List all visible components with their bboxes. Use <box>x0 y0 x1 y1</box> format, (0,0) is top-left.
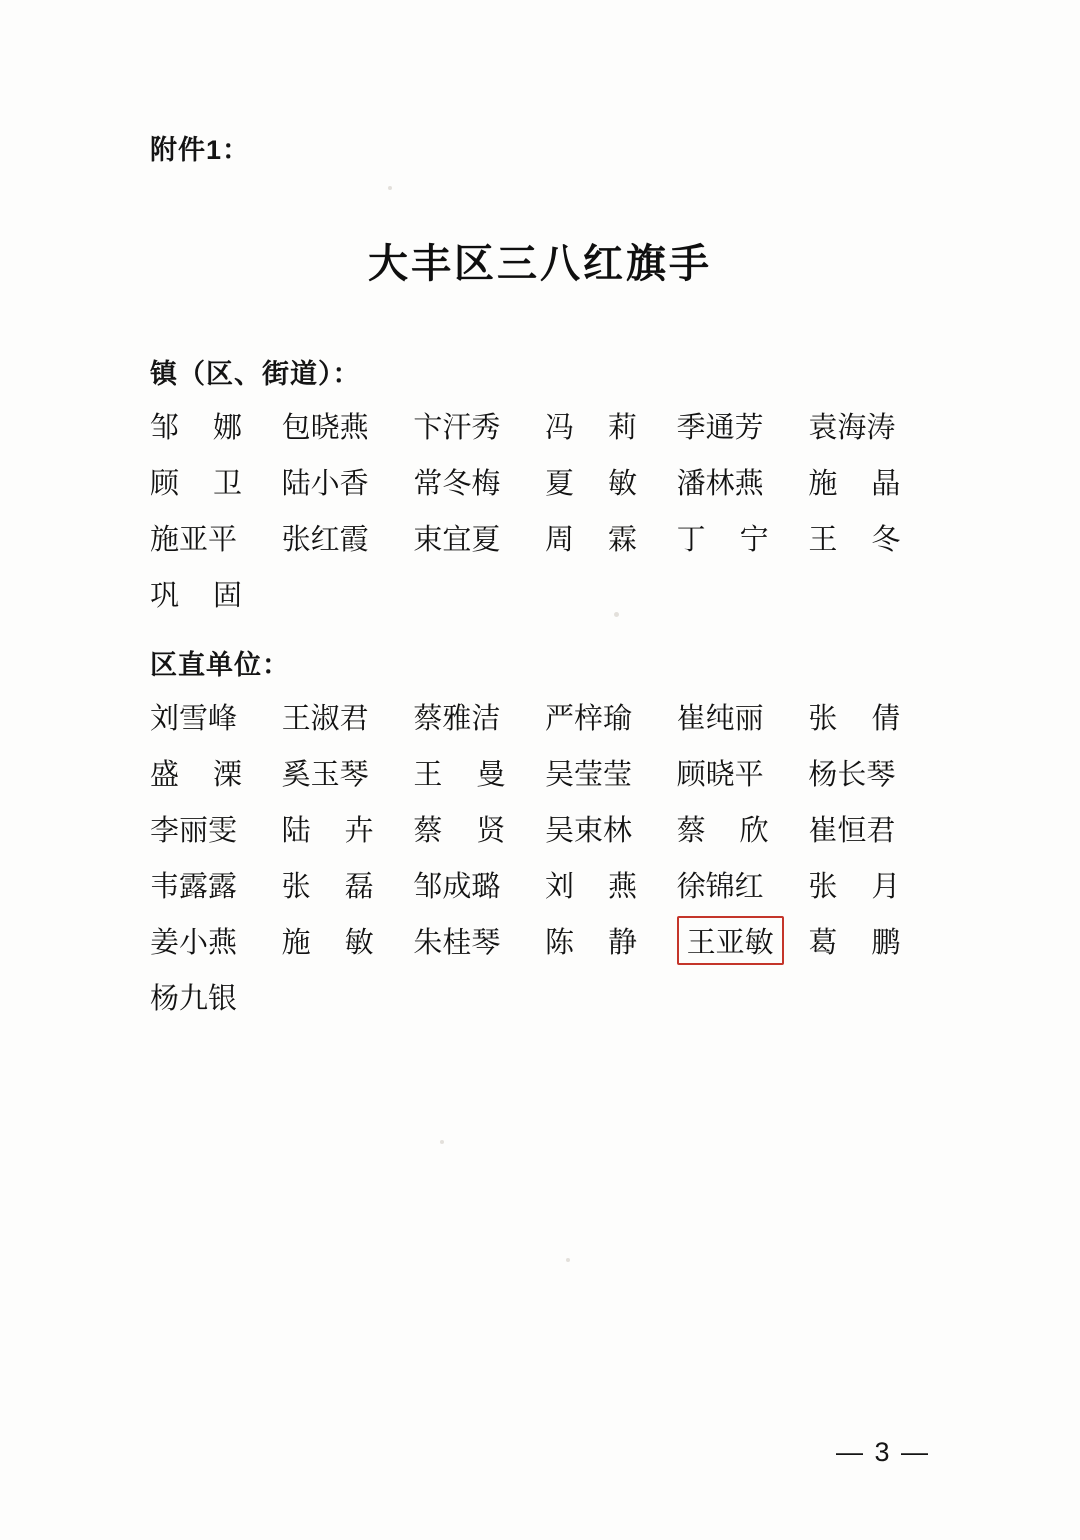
name-cell <box>677 397 809 453</box>
name-text: 吴束林 <box>545 814 633 847</box>
name-text: 杨长琴 <box>808 758 896 791</box>
name-cell <box>150 744 282 800</box>
name-cell <box>677 744 809 800</box>
name-text: 张红霞 <box>281 523 369 556</box>
name-cell <box>545 453 677 509</box>
name-cell <box>150 688 282 744</box>
name-text: 顾 卫 <box>150 467 242 500</box>
name-text: 施亚平 <box>150 523 238 556</box>
name-cell <box>150 912 282 968</box>
name-text: 崔纯丽 <box>676 702 764 735</box>
name-cell <box>413 688 545 744</box>
name-cell <box>545 397 677 453</box>
name-text: 杨九银 <box>150 982 238 1015</box>
name-text: 冯 莉 <box>545 411 637 444</box>
name-cell <box>545 688 677 744</box>
name-text: 蔡雅洁 <box>413 702 501 735</box>
name-text: 顾晓平 <box>676 758 764 791</box>
name-cell <box>282 453 414 509</box>
name-cell <box>808 509 940 565</box>
name-text: 潘林燕 <box>676 467 764 500</box>
name-text: 蔡 欣 <box>676 814 769 847</box>
page-title: 大丰区三八红旗手 <box>368 242 712 286</box>
name-text: 巩 固 <box>150 579 242 612</box>
name-cell <box>545 744 677 800</box>
name-cell <box>150 565 282 621</box>
name-text: 朱桂琴 <box>413 926 501 959</box>
highlighted-name-cell <box>677 912 809 968</box>
name-cell <box>808 744 940 800</box>
name-text: 周 霖 <box>545 523 637 556</box>
name-text: 吴莹莹 <box>545 758 633 791</box>
name-cell <box>677 453 809 509</box>
name-text: 陆 卉 <box>281 814 374 847</box>
name-cell <box>282 688 414 744</box>
name-text: 卞汗秀 <box>413 411 501 444</box>
name-cell <box>282 509 414 565</box>
name-list-container <box>150 352 940 1024</box>
name-text: 王 曼 <box>413 758 506 791</box>
name-text: 邹 娜 <box>150 411 242 444</box>
name-cell <box>282 744 414 800</box>
name-text: 季通芳 <box>676 411 764 444</box>
name-text: 李丽雯 <box>150 814 238 847</box>
section-heading-district-units: 区直单位： <box>150 650 290 680</box>
section-towns <box>150 352 940 621</box>
name-text: 施 晶 <box>808 467 901 500</box>
name-cell <box>808 397 940 453</box>
name-cell <box>677 688 809 744</box>
name-cell <box>808 912 940 968</box>
name-text: 张 倩 <box>808 702 901 735</box>
name-cell <box>545 856 677 912</box>
name-cell <box>282 912 414 968</box>
section-district-units <box>150 643 940 1024</box>
name-text: 崔恒君 <box>808 814 896 847</box>
name-text: 常冬梅 <box>413 467 501 500</box>
name-text: 包晓燕 <box>281 411 369 444</box>
name-cell <box>808 800 940 856</box>
name-text: 严梓瑜 <box>545 702 633 735</box>
name-text: 刘雪峰 <box>150 702 238 735</box>
scan-speck <box>440 1140 444 1144</box>
name-cell <box>282 800 414 856</box>
name-text: 丁 宁 <box>676 523 769 556</box>
attachment-label: 附件1： <box>150 135 251 165</box>
name-cell <box>282 856 414 912</box>
name-text: 陆小香 <box>281 467 369 500</box>
name-text: 施 敏 <box>281 926 374 959</box>
name-text: 徐锦红 <box>676 870 764 903</box>
name-cell <box>150 800 282 856</box>
name-cell <box>150 509 282 565</box>
name-text: 蔡 贤 <box>413 814 506 847</box>
scan-speck <box>566 1258 570 1262</box>
name-cell <box>413 744 545 800</box>
name-cell <box>413 800 545 856</box>
name-grid-district-units <box>150 688 940 1024</box>
name-cell <box>150 968 282 1024</box>
name-cell <box>150 397 282 453</box>
name-text: 盛 溧 <box>150 758 242 791</box>
name-cell <box>413 509 545 565</box>
name-text: 夏 敏 <box>545 467 637 500</box>
name-cell <box>677 509 809 565</box>
name-cell <box>413 912 545 968</box>
name-cell <box>808 688 940 744</box>
name-cell <box>677 800 809 856</box>
name-cell <box>413 856 545 912</box>
name-grid-towns <box>150 397 940 621</box>
name-text: 葛 鹏 <box>808 926 901 959</box>
name-cell <box>282 397 414 453</box>
page-number: — 3 — <box>835 1437 930 1467</box>
name-cell <box>545 912 677 968</box>
name-cell <box>545 509 677 565</box>
name-text: 王 冬 <box>808 523 901 556</box>
name-cell <box>413 397 545 453</box>
name-cell <box>808 453 940 509</box>
name-text-highlighted: 王亚敏 <box>677 916 784 965</box>
name-text: 姜小燕 <box>150 926 238 959</box>
name-cell <box>545 800 677 856</box>
name-text: 陈 静 <box>545 926 637 959</box>
name-text: 袁海涛 <box>808 411 896 444</box>
name-cell <box>413 453 545 509</box>
name-cell <box>150 453 282 509</box>
name-text: 王淑君 <box>281 702 369 735</box>
name-cell <box>677 856 809 912</box>
name-text: 邹成璐 <box>413 870 501 903</box>
name-cell <box>808 856 940 912</box>
section-heading-towns: 镇（区、街道）： <box>150 359 361 389</box>
name-text: 韦露露 <box>150 870 238 903</box>
name-text: 刘 燕 <box>545 870 637 903</box>
name-cell <box>150 856 282 912</box>
name-text: 张 磊 <box>281 870 374 903</box>
scan-speck <box>388 186 392 190</box>
name-text: 奚玉琴 <box>281 758 369 791</box>
name-text: 束宜夏 <box>413 523 501 556</box>
name-text: 张 月 <box>808 870 901 903</box>
